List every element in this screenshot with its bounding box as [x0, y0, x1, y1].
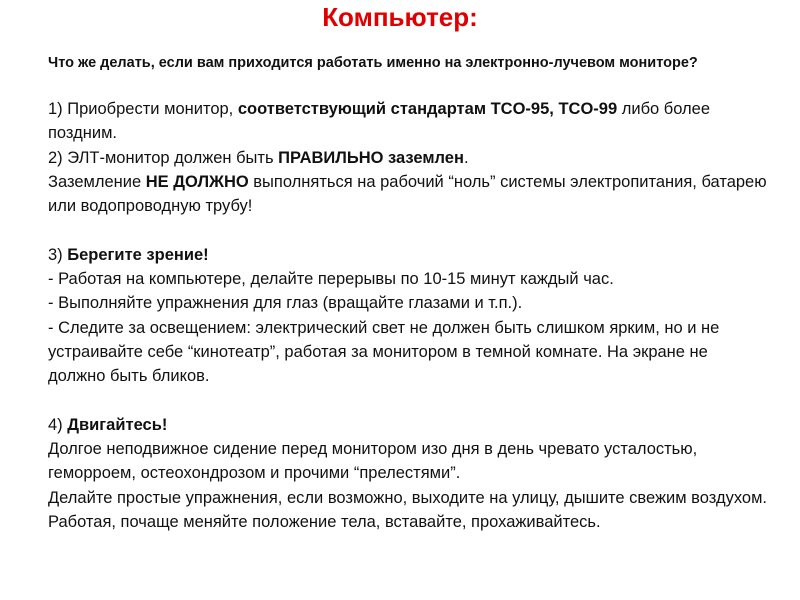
advice-item-1-emphasis: соответствующий стандартам TCO-95, TCO-99 [237, 100, 618, 118]
movement-text-1: Долгое неподвижное сидение перед монитором изо дня в день чревато усталостью, геморроем, остеохондрозом и прочими “прелестями”. [48, 440, 698, 483]
eye-tip-3: - Следите за освещением: электрический свет не должен быть слишком ярким, но и не устраивайте себе “кинотеатр”, работая за монитором в темной комнате. На экране не должно быть бликов. [48, 318, 720, 386]
advice-item-2-emphasis: ПРАВИЛЬНО заземлен [278, 148, 464, 167]
grounding-note-emphasis: НЕ ДОЛЖНО [145, 172, 249, 191]
advice-item-1-prefix: 1) Приобрести монитор, [48, 100, 238, 118]
spacer [48, 218, 768, 242]
grounding-note-suffix: выполняться на рабочий “ноль” системы электропитания, батарею или водопроводную трубу! [48, 172, 767, 216]
advice-item-3-number: 3) [48, 245, 68, 264]
spacer [48, 389, 768, 413]
advice-item-2-prefix: 2) ЭЛТ-монитор должен быть [48, 148, 279, 167]
eye-tip-1: - Работая на компьютере, делайте перерывы по 10-15 минут каждый час. [48, 270, 614, 289]
grounding-note-prefix: Заземление [48, 172, 146, 191]
advice-item-3-title: Берегите зрение! [67, 245, 209, 264]
advice-item-1 [48, 97, 768, 146]
advice-item-2 [48, 146, 768, 170]
advice-item-4-heading [48, 413, 768, 437]
advice-list [48, 97, 768, 534]
intro-question: Что же делать, если вам приходится работать именно на электронно-лучевом мониторе? [48, 55, 698, 71]
advice-item-1-suffix: либо более поздним. [48, 100, 711, 143]
advice-item-2-suffix: . [463, 148, 469, 167]
page-title: Компьютер: [322, 2, 478, 32]
advice-item-3-heading [48, 243, 768, 267]
advice-item-4-title: Двигайтесь! [67, 415, 168, 434]
advice-item-4-number: 4) [48, 415, 68, 434]
eye-tip-2: - Выполняйте упражнения для глаз (вращайте глазами и т.п.). [48, 294, 523, 313]
movement-text-2: Делайте простые упражнения, если возможно, выходите на улицу, дышите свежим воздухом. Работая, почаще меняйте положение тела, вставайте, прохаживайтесь. [48, 488, 767, 532]
grounding-note [48, 170, 768, 219]
